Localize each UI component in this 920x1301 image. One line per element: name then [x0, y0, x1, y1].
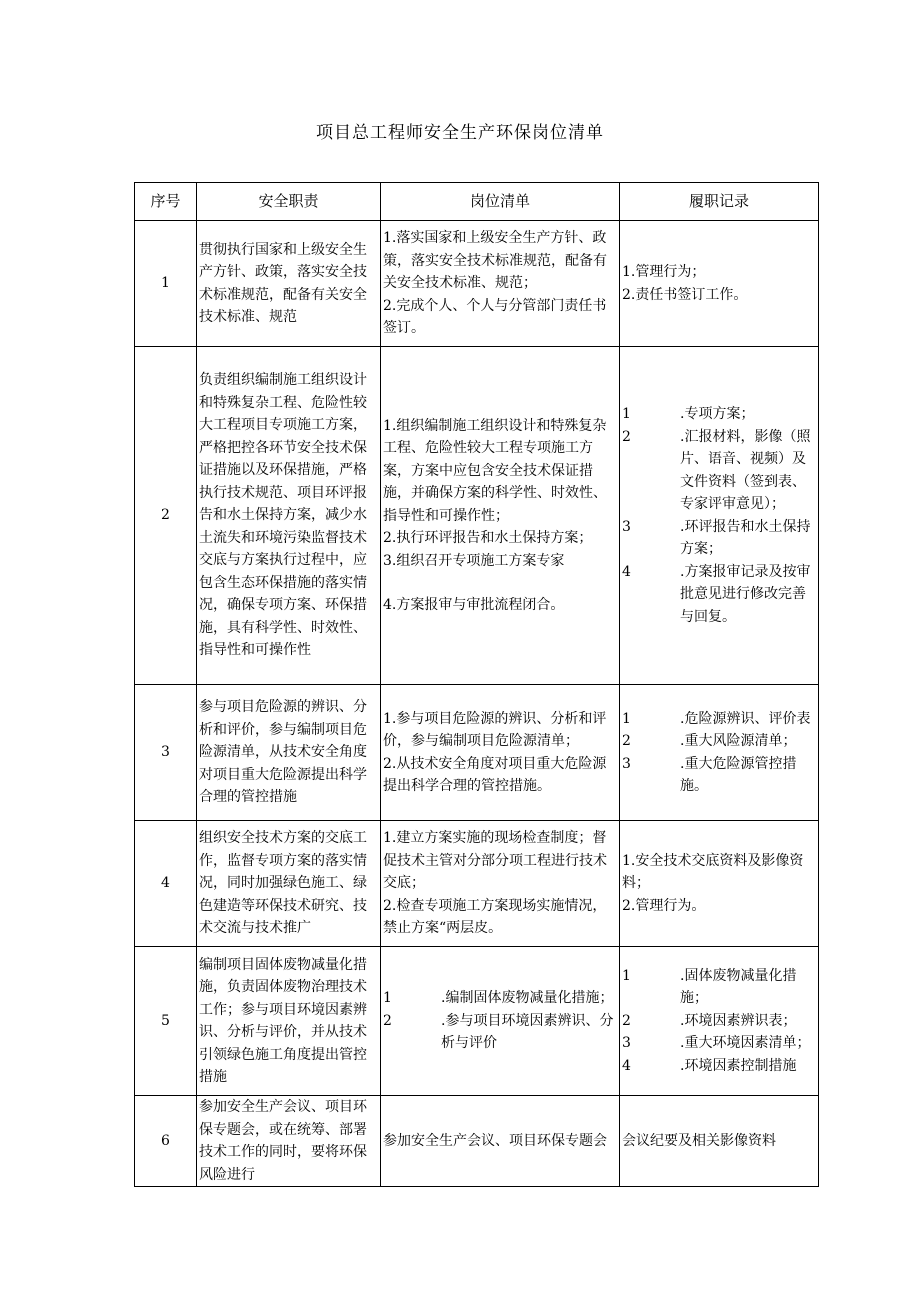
record-item: 会议纪要及相关影像资料	[622, 1132, 776, 1149]
list-item: 4.方案报审与审批流程闭合。	[383, 597, 565, 613]
row-duty: 编制项目固体废物减量化措施，负责固体废物治理技术工作；参与项目环境因素辨识、分析与评价，并从技术引领绿色施工角度提出管控措施	[197, 947, 381, 1096]
record-num: 1	[622, 710, 631, 727]
row-seq: 4	[135, 821, 197, 947]
record-item	[622, 753, 816, 798]
record-num: 4	[622, 563, 631, 580]
list-num: 2	[383, 1012, 392, 1029]
record-item	[622, 730, 816, 753]
row-list	[381, 821, 620, 947]
record-text: .重大环境因素清单；	[680, 1035, 811, 1052]
row-record	[620, 947, 819, 1096]
row-record	[620, 347, 819, 685]
table-row	[135, 1096, 819, 1187]
list-text: .编制固体废物减量化措施；	[441, 990, 614, 1007]
header-list: 岗位清单	[381, 183, 620, 221]
row-list	[381, 1096, 620, 1187]
duty-table	[134, 182, 819, 1187]
header-record: 履职记录	[620, 183, 819, 221]
record-text: .环境因素控制措施	[680, 1057, 797, 1074]
row-duty: 参加安全生产会议、项目环保专题会，或在统筹、部署技术工作的同时，要将环保风险进行	[197, 1096, 381, 1187]
record-item	[622, 1032, 816, 1055]
list-item: 1.建立方案实施的现场检查制度；督促技术主管对分部分项工程进行技术交底；	[383, 830, 607, 892]
record-item	[622, 516, 816, 561]
table-header-row	[135, 183, 819, 221]
record-num: 1	[622, 406, 631, 422]
row-duty: 组织安全技术方案的交底工作，监督专项方案的落实情况，同时加强绿色施工、绿色建造等环保技术研究、技术交流与技术推广	[197, 821, 381, 947]
record-num: 2	[622, 1012, 631, 1029]
record-item	[622, 426, 816, 516]
row-record	[620, 1096, 819, 1187]
list-item: 2.从技术安全角度对项目重大危险源提出科学合理的管控措施。	[383, 755, 607, 794]
record-num: 2	[622, 733, 631, 749]
record-item	[622, 1010, 816, 1033]
list-text: .参与项目环境因素辨识、分析与评价	[441, 1012, 614, 1052]
row-seq: 5	[135, 947, 197, 1096]
row-seq: 3	[135, 685, 197, 821]
list-item: 3.组织召开专项施工方案专家	[383, 552, 565, 569]
row-record	[620, 821, 819, 947]
table-row	[135, 821, 819, 947]
record-num: 3	[622, 755, 631, 772]
row-seq: 2	[135, 347, 197, 685]
row-list	[381, 347, 620, 685]
row-seq: 6	[135, 1096, 197, 1187]
table-row	[135, 947, 819, 1096]
record-text: .固体废物减量化措施；	[680, 967, 797, 1007]
record-item: 2.管理行为。	[622, 897, 706, 914]
record-item	[622, 403, 816, 426]
record-item	[622, 965, 816, 1010]
row-duty: 负责组织编制施工组织设计和特殊复杂工程、危险性较大工程项目专项施工方案，严格把控各环节安全技术保证措施以及环保措施，严格执行技术规范、项目环评报告和水土保持方案，减少水土流失和环境污染监督技术交底与方案执行过程中，应包含生态环保措施的落实情况，确保专项方案、环保措施，具有科学性、时效性、指导性和可操作性	[197, 347, 381, 685]
list-gap	[383, 572, 617, 594]
list-item: 2.完成个人、个人与分管部门责任书签订。	[383, 297, 607, 337]
record-num: 2	[622, 428, 631, 445]
record-num: 3	[622, 518, 631, 535]
table-row	[135, 685, 819, 821]
record-num: 3	[622, 1035, 631, 1052]
list-item: 2.执行环评报告和水土保持方案；	[383, 530, 593, 546]
list-num: 1	[383, 990, 392, 1007]
record-item	[622, 561, 816, 629]
header-seq: 序号	[135, 183, 197, 221]
list-item: 1.组织编制施工组织设计和特殊复杂工程、危险性较大工程专项施工方案，方案中应包含安全技术保证措施，并确保方案的科学性、时效性、指导性和可操作性；	[383, 417, 607, 524]
record-item: 1.安全技术交底资料及影像资料；	[622, 852, 804, 892]
document-title: 项目总工程师安全生产环保岗位清单	[316, 123, 604, 143]
list-item	[383, 1010, 617, 1055]
row-list	[381, 685, 620, 821]
list-item	[383, 987, 617, 1010]
list-item: 2.检查专项施工方案现场实施情况，禁止方案“两层皮。	[383, 897, 607, 937]
header-duty: 安全职责	[197, 183, 381, 221]
record-item: 1.管理行为；	[622, 264, 706, 280]
record-item	[622, 708, 816, 731]
record-text: .重大危险源管控措施。	[680, 755, 797, 794]
record-item	[622, 1055, 816, 1078]
list-item: 1.参与项目危险源的辨识、分析和评价，参与编制项目危险源清单；	[383, 710, 607, 749]
record-text: .环评报告和水土保持方案；	[680, 518, 811, 557]
record-text: .汇报材料，影像（照片、语音、视频）及文件资料（签到表、专家评审意见）；	[680, 428, 811, 512]
record-num: 4	[622, 1057, 631, 1074]
row-record	[620, 221, 819, 347]
row-list	[381, 947, 620, 1096]
table-row	[135, 221, 819, 347]
row-record	[620, 685, 819, 821]
record-num: 1	[622, 967, 631, 984]
record-text: .环境因素辨识表；	[680, 1012, 797, 1029]
table-row	[135, 347, 819, 685]
record-text: .危险源辨识、评价表	[680, 710, 811, 727]
record-text: .专项方案；	[680, 406, 755, 422]
record-item: 2.责任书签订工作。	[622, 286, 748, 303]
list-item: 参加安全生产会议、项目环保专题会	[383, 1132, 607, 1149]
row-duty: 参与项目危险源的辨识、分析和评价，参与编制项目危险源清单，从技术安全角度对项目重大危险源提出科学合理的管控措施	[197, 685, 381, 821]
list-item: 1.落实国家和上级安全生产方针、政策，落实安全技术标准规范，配备有关安全技术标准、规范；	[383, 230, 607, 292]
record-text: .重大风险源清单；	[680, 733, 797, 749]
row-duty: 贯彻执行国家和上级安全生产方针、政策，落实安全技术标准规范，配备有关安全技术标准、规范	[197, 221, 381, 347]
row-list	[381, 221, 620, 347]
record-text: .方案报审记录及按审批意见进行修改完善与回复。	[680, 563, 811, 625]
row-seq: 1	[135, 221, 197, 347]
